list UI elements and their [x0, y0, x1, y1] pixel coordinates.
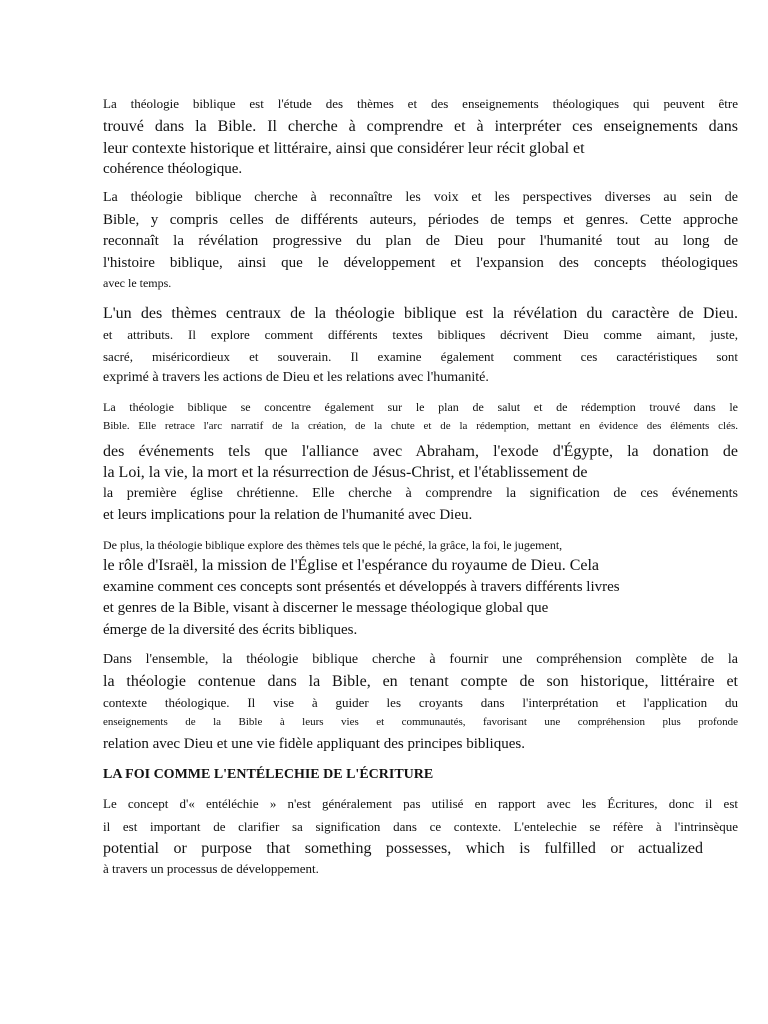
text-line: Le concept d'« entéléchie » n'est généralement pas utilisé en rapport avec les Écritures, donc il est	[103, 796, 738, 811]
text-line: et attributs. Il explore comment différents textes bibliques décrivent Dieu comme aimant, juste,	[103, 327, 738, 342]
text-line: la Loi, la vie, la mort et la résurrection de Jésus-Christ, et l'établissement de	[103, 464, 588, 481]
text-line: contexte théologique. Il vise à guider les croyants dans l'interprétation et l'application du	[103, 695, 738, 710]
text-line: Dans l'ensemble, la théologie biblique cherche à fournir une compréhension complète de la	[103, 652, 738, 667]
text-line: Bible. Elle retrace l'arc narratif de la création, de la chute et de la rédemption, mettant en évidence des éléments clés.	[103, 420, 738, 432]
text-line: leur contexte historique et littéraire, ainsi que considérer leur récit global et	[103, 140, 585, 157]
text-line: Bible, y compris celles de différents auteurs, périodes de temps et genres. Cette approche	[103, 212, 738, 228]
text-line: L'un des thèmes centraux de la théologie biblique est la révélation du caractère de Dieu.	[103, 305, 738, 322]
text-line: avec le temps.	[103, 276, 172, 290]
text-line: exprimé à travers les actions de Dieu et les relations avec l'humanité.	[103, 370, 489, 385]
text-line: examine comment ces concepts sont présentés et développés à travers différents livres	[103, 579, 620, 595]
text-line: relation avec Dieu et une vie fidèle appliquant des principes bibliques.	[103, 736, 525, 752]
text-line: sacré, miséricordieux et souverain. Il examine également comment ces caractéristiques sont	[103, 349, 738, 364]
text-line: potential or purpose that something possesses, which is fulfilled or actualized	[103, 840, 703, 857]
text-line: émerge de la diversité des écrits bibliques.	[103, 622, 358, 638]
text-line: la théologie contenue dans la Bible, en tenant compte de son historique, littéraire et	[103, 673, 738, 690]
text-line: cohérence théologique.	[103, 161, 243, 177]
text-line: il est important de clarifier sa signification dans ce contexte. L'entelechie se réfère à l'intrinsèque	[103, 819, 738, 834]
text-line: La théologie biblique se concentre également sur le plan de salut et de rédemption trouvé dans le	[103, 400, 738, 414]
text-line: et genres de la Bible, visant à discerner le message théologique global que	[103, 600, 549, 616]
text-line: enseignements de la Bible à leurs vies et communautés, favorisant une compréhension plus profonde	[103, 716, 738, 728]
text-line: reconnaît la révélation progressive du plan de Dieu pour l'humanité tout au long de	[103, 233, 738, 249]
text-line: et leurs implications pour la relation de l'humanité avec Dieu.	[103, 507, 473, 523]
text-line: la première église chrétienne. Elle cherche à comprendre la signification de ces événements	[103, 486, 738, 501]
text-line: à travers un processus de développement.	[103, 861, 319, 876]
text-line: des événements tels que l'alliance avec Abraham, l'exode d'Égypte, la donation de	[103, 443, 738, 460]
text-line: La théologie biblique est l'étude des thèmes et des enseignements théologiques qui peuvent être	[103, 96, 738, 111]
text-line: trouvé dans la Bible. Il cherche à comprendre et à interpréter ces enseignements dans	[103, 118, 738, 135]
section-heading: LA FOI COMME L'ENTÉLECHIE DE L'ÉCRITURE	[103, 767, 434, 782]
text-line: La théologie biblique cherche à reconnaître les voix et les perspectives diverses au sein de	[103, 190, 738, 205]
text-line: l'histoire biblique, ainsi que le développement et l'expansion des concepts théologiques	[103, 255, 738, 271]
text-line: le rôle d'Israël, la mission de l'Église et l'espérance du royaume de Dieu. Cela	[103, 557, 600, 574]
text-line: De plus, la théologie biblique explore des thèmes tels que le péché, la grâce, la foi, le jugement,	[103, 538, 563, 552]
